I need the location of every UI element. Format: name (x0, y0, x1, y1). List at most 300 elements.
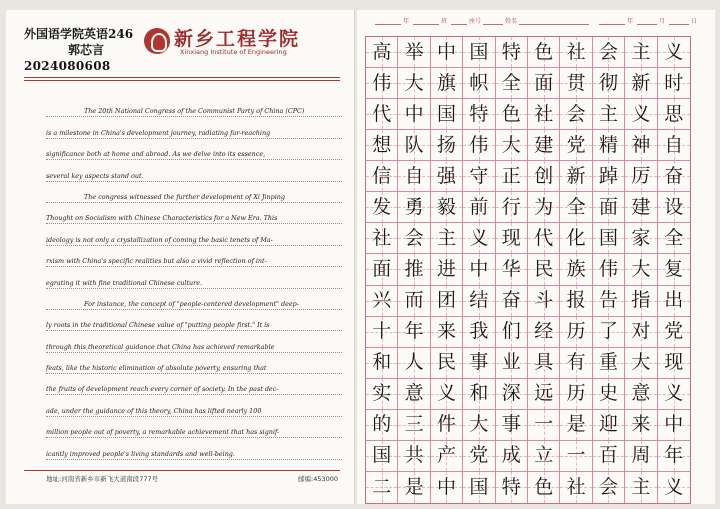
grid-cell (593, 348, 625, 379)
grid-character: 大 (469, 413, 489, 436)
grid-character: 出 (664, 289, 684, 312)
grid-character: 想 (372, 133, 392, 156)
grid-character: 深 (501, 382, 521, 405)
student-school: 外国语学院英语246 (24, 27, 134, 41)
grid-cell (431, 130, 463, 161)
essay-line-text: ly roots in the traditional Chinese value of "putting people first." It is (46, 321, 270, 330)
grid-cell (431, 223, 463, 254)
grid-character: 复 (664, 257, 684, 280)
grid-character: 具 (534, 351, 554, 374)
grid-cell (398, 286, 430, 317)
essay-line (46, 224, 342, 245)
grid-cell (496, 223, 528, 254)
essay-line (46, 438, 342, 459)
grid-cell (658, 410, 690, 441)
grid-character: 强 (436, 164, 456, 187)
grid-character: 国 (469, 475, 489, 498)
student-id: 2024080608 (24, 59, 111, 73)
grid-cell (496, 161, 528, 192)
grid-character: 面 (534, 71, 554, 94)
footer-rule (24, 470, 340, 471)
grid-cell (625, 254, 657, 285)
grid-character: 百 (598, 444, 618, 467)
student-name: 郭芯言 (68, 43, 105, 57)
grid-cell (658, 441, 690, 472)
grid-character: 斗 (534, 289, 554, 312)
grid-character: 大 (631, 351, 651, 374)
essay-line (46, 331, 342, 352)
grid-cell (463, 286, 495, 317)
grid-cell (658, 161, 690, 192)
grid-cell (463, 317, 495, 348)
grid-character: 义 (664, 475, 684, 498)
grid-cell (496, 472, 528, 503)
essay-line (46, 267, 342, 288)
grid-cell (658, 348, 690, 379)
grid-cell (528, 254, 560, 285)
grid-character: 社 (372, 226, 392, 249)
grid-character: 旗 (436, 71, 456, 94)
grid-cell (496, 286, 528, 317)
essay-line-text: icantly improved people's living standards and well-being. (46, 449, 235, 458)
calligraphy-page (357, 10, 715, 504)
grid-cell (593, 254, 625, 285)
grid-cell (431, 68, 463, 99)
grid-cell (625, 161, 657, 192)
grid-cell (431, 348, 463, 379)
grid-cell (528, 223, 560, 254)
grid-cell (398, 379, 430, 410)
essay-line (46, 374, 342, 395)
grid-cell (496, 379, 528, 410)
grid-cell (366, 99, 398, 130)
grid-character: 报 (566, 289, 586, 312)
grid-cell (431, 254, 463, 285)
grid-character: 党 (664, 320, 684, 343)
footer-address: 地址:河南省新乡市新飞大道南段777号 (46, 475, 159, 483)
grid-cell (366, 37, 398, 68)
grid-cell (496, 37, 528, 68)
grid-character: 人 (404, 351, 424, 374)
essay-line-text: rxism with China's specific realities but also a vivid reflection of int- (46, 257, 267, 266)
grid-character: 共 (404, 444, 424, 467)
grid-character: 精 (598, 133, 618, 156)
grid-cell (528, 472, 560, 503)
grid-cell (463, 161, 495, 192)
grid-character: 社 (566, 40, 586, 63)
grid-cell (625, 379, 657, 410)
grid-character: 经 (534, 320, 554, 343)
grid-cell (658, 99, 690, 130)
grid-cell (528, 410, 560, 441)
grid-character: 特 (469, 102, 489, 125)
grid-cell (625, 472, 657, 503)
grid-character: 史 (598, 382, 618, 405)
essay-line (46, 246, 342, 267)
grid-character: 守 (469, 164, 489, 187)
grid-cell (593, 286, 625, 317)
grid-cell (496, 317, 528, 348)
grid-character: 民 (534, 257, 554, 280)
grid-character: 奋 (501, 289, 521, 312)
grid-character: 大 (501, 133, 521, 156)
grid-cell (398, 223, 430, 254)
grid-character: 了 (598, 320, 618, 343)
grid-character: 新 (631, 71, 651, 94)
grid-character: 会 (566, 102, 586, 125)
grid-cell (463, 223, 495, 254)
grid-cell (398, 161, 430, 192)
grid-cell (366, 472, 398, 503)
grid-character: 高 (372, 40, 392, 63)
grid-character: 发 (372, 195, 392, 218)
grid-cell (366, 410, 398, 441)
grid-character: 党 (469, 444, 489, 467)
grid-cell (593, 192, 625, 223)
grid-cell (431, 161, 463, 192)
grid-character: 创 (534, 164, 554, 187)
grid-cell (625, 130, 657, 161)
grid-cell (431, 441, 463, 472)
essay-line-text: Thought on Socialism with Chinese Characteristics for a New Era. This (46, 214, 278, 223)
footer-zip: 邮编:453000 (298, 475, 339, 483)
essay-line-text: The 20th National Congress of the Communist Party of China (CPC) (84, 107, 305, 116)
grid-character: 中 (664, 413, 684, 436)
grid-cell (496, 68, 528, 99)
school-name-en: Xinxiang Institute of Engineering (180, 48, 287, 56)
grid-cell (366, 379, 398, 410)
grid-cell (528, 37, 560, 68)
grid-cell (528, 348, 560, 379)
grid-character: 社 (566, 475, 586, 498)
essay-line (46, 139, 342, 160)
grid-cell (560, 317, 592, 348)
grid-character: 色 (534, 475, 554, 498)
essay-line (46, 160, 342, 181)
grid-cell (496, 254, 528, 285)
grid-cell (366, 254, 398, 285)
grid-cell (560, 37, 592, 68)
header-date-year: 年 (627, 18, 634, 25)
essay-line-text: egrating it with fine traditional Chinese culture. (46, 278, 203, 287)
essay-line (46, 417, 342, 438)
grid-cell (593, 379, 625, 410)
grid-character: 现 (664, 351, 684, 374)
grid-cell (366, 130, 398, 161)
grid-cell (658, 192, 690, 223)
grid-character: 和 (372, 351, 392, 374)
grid-cell (560, 192, 592, 223)
grid-character: 历 (566, 320, 586, 343)
grid-cell (625, 410, 657, 441)
grid-character: 结 (469, 289, 489, 312)
grid-character: 神 (631, 133, 651, 156)
grid-character: 族 (566, 257, 586, 280)
grid-character: 一 (534, 413, 554, 436)
grid-character: 事 (501, 413, 521, 436)
grid-character: 信 (372, 164, 392, 187)
grid-character: 队 (404, 133, 424, 156)
grid-cell (431, 317, 463, 348)
grid-cell (496, 410, 528, 441)
grid-character: 十 (372, 320, 392, 343)
essay-line (46, 289, 342, 310)
grid-character: 建 (534, 133, 554, 156)
essay-line (46, 96, 342, 117)
grid-cell (496, 130, 528, 161)
grid-cell (366, 286, 398, 317)
grid-cell (560, 441, 592, 472)
grid-character: 中 (404, 102, 424, 125)
header-day: 日 (691, 18, 698, 25)
grid-cell (593, 130, 625, 161)
grid-character: 意 (404, 382, 424, 405)
grid-cell (463, 410, 495, 441)
grid-cell (398, 254, 430, 285)
essay-line-text: feats, like the historic elimination of absolute poverty, ensuring that (46, 364, 267, 373)
essay-line-text: The congress witnessed the further development of Xi Jinping (84, 192, 286, 201)
grid-character: 义 (469, 226, 489, 249)
grid-character: 迎 (598, 413, 618, 436)
grid-character: 年 (664, 444, 684, 467)
grid-character: 彻 (598, 71, 618, 94)
grid-cell (398, 37, 430, 68)
header-name: 姓名 (505, 18, 518, 25)
essay-line (46, 117, 342, 138)
grid-character: 告 (598, 289, 618, 312)
grid-character: 特 (501, 475, 521, 498)
grid-cell (463, 130, 495, 161)
grid-cell (625, 317, 657, 348)
essay-line (46, 353, 342, 374)
grid-character: 国 (469, 40, 489, 63)
grid-cell (625, 223, 657, 254)
grid-cell (496, 441, 528, 472)
grid-character: 我 (469, 320, 489, 343)
grid-character: 色 (534, 40, 554, 63)
grid-character: 全 (566, 195, 586, 218)
grid-cell (593, 68, 625, 99)
grid-cell (463, 254, 495, 285)
grid-character: 伟 (469, 133, 489, 156)
grid-cell (625, 99, 657, 130)
grid-character: 毅 (436, 195, 456, 218)
grid-character: 伟 (598, 257, 618, 280)
grid-cell (528, 441, 560, 472)
essay-line-text: several key aspects stand out. (46, 171, 144, 180)
grid-character: 件 (436, 413, 456, 436)
grid-cell (658, 130, 690, 161)
essay-line-text: ideology is not only a crystallization of coming the basic tenets of Ma- (46, 235, 273, 244)
grid-character: 主 (631, 40, 651, 63)
essay-line (46, 203, 342, 224)
grid-character: 会 (598, 40, 618, 63)
grid-character: 特 (501, 40, 521, 63)
grid-cell (593, 441, 625, 472)
grid-cell (560, 161, 592, 192)
grid-cell (528, 379, 560, 410)
grid-character: 面 (598, 195, 618, 218)
grid-cell (528, 317, 560, 348)
grid-cell (658, 37, 690, 68)
grid-character: 厉 (631, 164, 651, 187)
grid-cell (398, 192, 430, 223)
grid-character: 主 (436, 226, 456, 249)
grid-cell (398, 441, 430, 472)
grid-character: 是 (404, 475, 424, 498)
grid-cell (560, 472, 592, 503)
grid-cell (366, 317, 398, 348)
grid-cell (560, 223, 592, 254)
grid-cell (560, 410, 592, 441)
grid-cell (658, 472, 690, 503)
grid-character: 国 (598, 226, 618, 249)
grid-character: 设 (664, 195, 684, 218)
grid-character: 帜 (469, 71, 489, 94)
grid-cell (560, 130, 592, 161)
grid-cell (593, 317, 625, 348)
grid-character: 国 (436, 102, 456, 125)
grid-character: 举 (404, 40, 424, 63)
grid-character: 贯 (566, 71, 586, 94)
grid-cell (593, 37, 625, 68)
grid-cell (398, 317, 430, 348)
grid-cell (398, 348, 430, 379)
grid-cell (593, 99, 625, 130)
grid-cell (463, 68, 495, 99)
header-year: 年 (403, 18, 410, 25)
grid-cell (593, 223, 625, 254)
grid-character: 家 (631, 226, 651, 249)
grid-character: 和 (469, 382, 489, 405)
grid-cell (658, 317, 690, 348)
grid-character: 全 (664, 226, 684, 249)
grid-cell (528, 130, 560, 161)
grid-cell (593, 161, 625, 192)
grid-cell (431, 192, 463, 223)
grid-character: 的 (372, 413, 392, 436)
grid-cell (496, 192, 528, 223)
grid-cell (366, 192, 398, 223)
grid-cell (398, 99, 430, 130)
grid-character: 义 (631, 102, 651, 125)
grid-character: 义 (664, 382, 684, 405)
grid-cell (366, 348, 398, 379)
grid-character: 进 (436, 257, 456, 280)
grid-character: 勇 (404, 195, 424, 218)
grid-character: 产 (436, 444, 456, 467)
header-rule-bottom (24, 80, 340, 81)
essay-line-text: ade, under the guidance of this theory, China has lifted nearly 100 (46, 406, 262, 415)
essay-line-text: For instance, the concept of "people-centered development" deep- (84, 299, 299, 308)
grid-cell (560, 379, 592, 410)
grid-character: 自 (664, 133, 684, 156)
school-logo-icon (144, 28, 170, 54)
grid-character: 中 (436, 475, 456, 498)
grid-character: 主 (598, 102, 618, 125)
grid-cell (366, 223, 398, 254)
grid-character: 事 (469, 351, 489, 374)
grid-cell (496, 99, 528, 130)
grid-character: 有 (566, 351, 586, 374)
grid-character: 义 (664, 40, 684, 63)
grid-cell (463, 99, 495, 130)
grid-cell (593, 410, 625, 441)
grid-character: 面 (372, 257, 392, 280)
grid-cell (431, 379, 463, 410)
grid-character: 为 (534, 195, 554, 218)
grid-character: 二 (372, 475, 392, 498)
essay-line (46, 182, 342, 203)
grid-character: 前 (469, 195, 489, 218)
essay-line (46, 310, 342, 331)
grid-cell (463, 441, 495, 472)
grid-cell (366, 161, 398, 192)
grid-cell (463, 379, 495, 410)
grid-cell (658, 286, 690, 317)
grid-character: 远 (534, 382, 554, 405)
grid-character: 新 (566, 164, 586, 187)
grid-cell (528, 286, 560, 317)
grid-character: 业 (501, 351, 521, 374)
grid-character: 社 (534, 102, 554, 125)
grid-character: 立 (534, 444, 554, 467)
grid-cell (528, 68, 560, 99)
grid-character: 扬 (436, 133, 456, 156)
essay-line-text: significance both at home and abroad. As we delve into its essence, (46, 150, 266, 159)
grid-character: 自 (404, 164, 424, 187)
grid-character: 是 (566, 413, 586, 436)
grid-character: 时 (664, 71, 684, 94)
grid-character: 中 (436, 40, 456, 63)
grid-character: 行 (501, 195, 521, 218)
header-month: 月 (659, 18, 666, 25)
grid-character: 代 (534, 226, 554, 249)
grid-cell (366, 441, 398, 472)
grid-cell (431, 99, 463, 130)
header-rule-top (24, 77, 340, 78)
grid-cell (560, 348, 592, 379)
grid-cell (463, 37, 495, 68)
grid-character: 义 (436, 382, 456, 405)
grid-cell (625, 68, 657, 99)
grid-character: 现 (501, 226, 521, 249)
grid-character: 主 (631, 475, 651, 498)
grid-character: 伟 (372, 71, 392, 94)
grid-cell (398, 472, 430, 503)
grid-character: 大 (404, 71, 424, 94)
grid-character: 历 (566, 382, 586, 405)
sheet-header (375, 14, 705, 28)
grid-cell (560, 254, 592, 285)
grid-cell (625, 286, 657, 317)
essay-line (46, 395, 342, 416)
grid-character: 奋 (664, 164, 684, 187)
grid-cell (366, 68, 398, 99)
grid-cell (625, 192, 657, 223)
grid-character: 大 (631, 257, 651, 280)
grid-cell (593, 472, 625, 503)
essay-text (46, 96, 342, 460)
grid-character: 民 (436, 351, 456, 374)
grid-character: 成 (501, 444, 521, 467)
essay-page (6, 10, 355, 504)
grid-cell (528, 161, 560, 192)
grid-cell (625, 37, 657, 68)
grid-character: 指 (631, 289, 651, 312)
grid-cell (398, 410, 430, 441)
essay-line-text: is a milestone in China's development journey, radiating far-reaching (46, 128, 271, 137)
